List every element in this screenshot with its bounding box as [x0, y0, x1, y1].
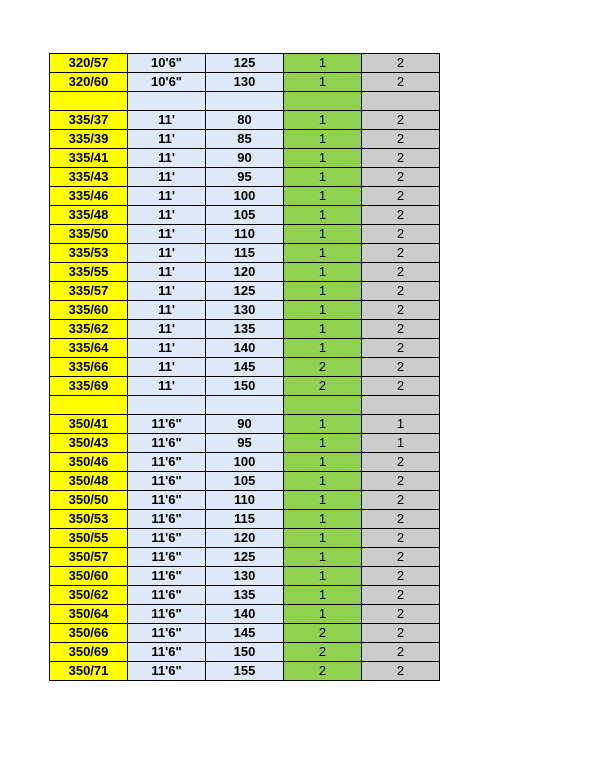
gray-cell[interactable]: 2: [362, 168, 440, 187]
length-cell[interactable]: 11'6": [128, 662, 206, 681]
size-cell[interactable]: 350/46: [50, 453, 128, 472]
size-cell[interactable]: 350/60: [50, 567, 128, 586]
green-cell[interactable]: 1: [284, 244, 362, 263]
table-row: [50, 529, 440, 548]
length-cell[interactable]: 11': [128, 244, 206, 263]
gray-cell[interactable]: 2: [362, 187, 440, 206]
green-cell[interactable]: 2: [284, 643, 362, 662]
value-cell[interactable]: 95: [206, 434, 284, 453]
table-row: [50, 605, 440, 624]
value-cell[interactable]: 125: [206, 282, 284, 301]
green-cell[interactable]: 1: [284, 510, 362, 529]
value-cell[interactable]: 140: [206, 339, 284, 358]
green-cell[interactable]: 1: [284, 168, 362, 187]
green-cell[interactable]: 1: [284, 225, 362, 244]
size-cell[interactable]: 320/60: [50, 73, 128, 92]
gray-cell[interactable]: 1: [362, 415, 440, 434]
table-row: [50, 206, 440, 225]
green-cell[interactable]: 1: [284, 567, 362, 586]
table-row: [50, 339, 440, 358]
value-cell[interactable]: 100: [206, 453, 284, 472]
size-cell[interactable]: 335/50: [50, 225, 128, 244]
length-cell[interactable]: 11'6": [128, 624, 206, 643]
green-cell[interactable]: 1: [284, 111, 362, 130]
size-cell[interactable]: [50, 92, 128, 111]
length-cell[interactable]: 11': [128, 320, 206, 339]
green-cell[interactable]: 2: [284, 358, 362, 377]
gray-cell[interactable]: 2: [362, 320, 440, 339]
green-cell[interactable]: 1: [284, 472, 362, 491]
size-cell[interactable]: 335/48: [50, 206, 128, 225]
value-cell[interactable]: 110: [206, 491, 284, 510]
size-cell[interactable]: 335/41: [50, 149, 128, 168]
value-cell[interactable]: 135: [206, 320, 284, 339]
size-cell[interactable]: 350/69: [50, 643, 128, 662]
length-cell[interactable]: 11': [128, 187, 206, 206]
value-cell[interactable]: [206, 396, 284, 415]
size-cell[interactable]: 335/66: [50, 358, 128, 377]
length-cell[interactable]: 11'6": [128, 567, 206, 586]
gray-cell[interactable]: 2: [362, 73, 440, 92]
table-row: [50, 92, 440, 111]
gray-cell[interactable]: 2: [362, 358, 440, 377]
green-cell[interactable]: 1: [284, 529, 362, 548]
size-cell[interactable]: 335/69: [50, 377, 128, 396]
value-cell[interactable]: 145: [206, 358, 284, 377]
length-cell[interactable]: 11'6": [128, 548, 206, 567]
table-row: [50, 377, 440, 396]
green-cell[interactable]: 1: [284, 263, 362, 282]
table-row: [50, 111, 440, 130]
value-cell[interactable]: 130: [206, 301, 284, 320]
length-cell[interactable]: 11': [128, 206, 206, 225]
table-row: [50, 73, 440, 92]
size-cell[interactable]: 320/57: [50, 54, 128, 73]
value-cell[interactable]: 105: [206, 472, 284, 491]
table-row: [50, 187, 440, 206]
size-cell[interactable]: 350/57: [50, 548, 128, 567]
table-row: [50, 301, 440, 320]
length-cell[interactable]: 11': [128, 111, 206, 130]
length-cell[interactable]: 11'6": [128, 605, 206, 624]
gray-cell[interactable]: [362, 396, 440, 415]
gray-cell[interactable]: 2: [362, 377, 440, 396]
value-cell[interactable]: 145: [206, 624, 284, 643]
table-row: [50, 168, 440, 187]
length-cell[interactable]: 10'6": [128, 54, 206, 73]
table-row: [50, 434, 440, 453]
green-cell[interactable]: 1: [284, 415, 362, 434]
size-cell[interactable]: 335/46: [50, 187, 128, 206]
spreadsheet-body: [50, 54, 440, 681]
length-cell[interactable]: 11'6": [128, 415, 206, 434]
table-row: [50, 510, 440, 529]
size-cell[interactable]: 335/39: [50, 130, 128, 149]
size-cell[interactable]: 350/66: [50, 624, 128, 643]
length-cell[interactable]: 11': [128, 168, 206, 187]
length-cell[interactable]: 11': [128, 339, 206, 358]
gray-cell[interactable]: 2: [362, 529, 440, 548]
green-cell[interactable]: 1: [284, 130, 362, 149]
green-cell[interactable]: 1: [284, 301, 362, 320]
value-cell[interactable]: 125: [206, 54, 284, 73]
length-cell[interactable]: 11': [128, 149, 206, 168]
size-cell[interactable]: 335/57: [50, 282, 128, 301]
green-cell[interactable]: 1: [284, 434, 362, 453]
value-cell[interactable]: 105: [206, 206, 284, 225]
table-row: [50, 624, 440, 643]
gray-cell[interactable]: 2: [362, 491, 440, 510]
size-cell[interactable]: 350/55: [50, 529, 128, 548]
size-cell[interactable]: 335/60: [50, 301, 128, 320]
table-row: [50, 643, 440, 662]
green-cell[interactable]: 1: [284, 54, 362, 73]
length-cell[interactable]: 11'6": [128, 453, 206, 472]
length-cell[interactable]: 11'6": [128, 643, 206, 662]
value-cell[interactable]: 85: [206, 130, 284, 149]
size-cell[interactable]: 350/62: [50, 586, 128, 605]
gray-cell[interactable]: 2: [362, 263, 440, 282]
length-cell[interactable]: 11'6": [128, 434, 206, 453]
value-cell[interactable]: 95: [206, 168, 284, 187]
gray-cell[interactable]: 2: [362, 586, 440, 605]
table-row: [50, 149, 440, 168]
green-cell[interactable]: 1: [284, 491, 362, 510]
table-row: [50, 548, 440, 567]
green-cell[interactable]: 1: [284, 548, 362, 567]
gray-cell[interactable]: 2: [362, 339, 440, 358]
gray-cell[interactable]: 2: [362, 453, 440, 472]
table-row: [50, 453, 440, 472]
table-row: [50, 586, 440, 605]
length-cell[interactable]: 10'6": [128, 73, 206, 92]
gray-cell[interactable]: 2: [362, 548, 440, 567]
size-cell[interactable]: 350/43: [50, 434, 128, 453]
size-cell[interactable]: 350/64: [50, 605, 128, 624]
value-cell[interactable]: 140: [206, 605, 284, 624]
table-row: [50, 130, 440, 149]
value-cell[interactable]: 150: [206, 377, 284, 396]
size-cell[interactable]: 350/71: [50, 662, 128, 681]
value-cell[interactable]: 135: [206, 586, 284, 605]
green-cell[interactable]: [284, 92, 362, 111]
value-cell[interactable]: 130: [206, 73, 284, 92]
gray-cell[interactable]: 2: [362, 643, 440, 662]
green-cell[interactable]: [284, 396, 362, 415]
value-cell[interactable]: 80: [206, 111, 284, 130]
table-row: [50, 415, 440, 434]
green-cell[interactable]: 1: [284, 187, 362, 206]
value-cell[interactable]: [206, 92, 284, 111]
gray-cell[interactable]: 2: [362, 149, 440, 168]
value-cell[interactable]: 130: [206, 567, 284, 586]
gray-cell[interactable]: 2: [362, 510, 440, 529]
table-row: [50, 662, 440, 681]
table-row: [50, 225, 440, 244]
table-row: [50, 472, 440, 491]
green-cell[interactable]: 2: [284, 624, 362, 643]
length-cell[interactable]: 11'6": [128, 510, 206, 529]
green-cell[interactable]: 2: [284, 662, 362, 681]
length-cell[interactable]: 11': [128, 225, 206, 244]
gray-cell[interactable]: 2: [362, 111, 440, 130]
length-cell[interactable]: 11': [128, 377, 206, 396]
gray-cell[interactable]: 2: [362, 282, 440, 301]
value-cell[interactable]: 110: [206, 225, 284, 244]
gray-cell[interactable]: 2: [362, 301, 440, 320]
gray-cell[interactable]: 2: [362, 624, 440, 643]
gray-cell[interactable]: 2: [362, 472, 440, 491]
value-cell[interactable]: 120: [206, 263, 284, 282]
table-row: [50, 358, 440, 377]
green-cell[interactable]: 1: [284, 453, 362, 472]
gray-cell[interactable]: 2: [362, 567, 440, 586]
size-cell[interactable]: 335/37: [50, 111, 128, 130]
green-cell[interactable]: 1: [284, 586, 362, 605]
length-cell[interactable]: 11': [128, 130, 206, 149]
length-cell[interactable]: 11': [128, 263, 206, 282]
table-row: [50, 244, 440, 263]
value-cell[interactable]: 115: [206, 510, 284, 529]
table-row: [50, 491, 440, 510]
value-cell[interactable]: 155: [206, 662, 284, 681]
length-cell[interactable]: 11'6": [128, 472, 206, 491]
gray-cell[interactable]: 2: [362, 662, 440, 681]
table-row: [50, 567, 440, 586]
gray-cell[interactable]: 2: [362, 244, 440, 263]
green-cell[interactable]: 2: [284, 377, 362, 396]
size-cell[interactable]: [50, 396, 128, 415]
spreadsheet-table: [49, 53, 440, 681]
size-cell[interactable]: 350/41: [50, 415, 128, 434]
gray-cell[interactable]: 1: [362, 434, 440, 453]
gray-cell[interactable]: 2: [362, 206, 440, 225]
length-cell[interactable]: 11'6": [128, 529, 206, 548]
value-cell[interactable]: 150: [206, 643, 284, 662]
green-cell[interactable]: 1: [284, 73, 362, 92]
table-row: [50, 54, 440, 73]
gray-cell[interactable]: [362, 92, 440, 111]
size-cell[interactable]: 350/50: [50, 491, 128, 510]
table-row: [50, 396, 440, 415]
value-cell[interactable]: 120: [206, 529, 284, 548]
value-cell[interactable]: 125: [206, 548, 284, 567]
green-cell[interactable]: 1: [284, 339, 362, 358]
table-row: [50, 263, 440, 282]
length-cell[interactable]: 11': [128, 301, 206, 320]
size-cell[interactable]: 335/53: [50, 244, 128, 263]
green-cell[interactable]: 1: [284, 282, 362, 301]
size-cell[interactable]: 350/48: [50, 472, 128, 491]
length-cell[interactable]: 11': [128, 358, 206, 377]
value-cell[interactable]: 90: [206, 149, 284, 168]
green-cell[interactable]: 1: [284, 605, 362, 624]
green-cell[interactable]: 1: [284, 320, 362, 339]
gray-cell[interactable]: 2: [362, 130, 440, 149]
length-cell[interactable]: [128, 92, 206, 111]
length-cell[interactable]: 11'6": [128, 491, 206, 510]
size-cell[interactable]: 335/55: [50, 263, 128, 282]
value-cell[interactable]: 100: [206, 187, 284, 206]
table-row: [50, 320, 440, 339]
size-cell[interactable]: 350/53: [50, 510, 128, 529]
value-cell[interactable]: 90: [206, 415, 284, 434]
size-cell[interactable]: 335/64: [50, 339, 128, 358]
gray-cell[interactable]: 2: [362, 54, 440, 73]
length-cell[interactable]: 11': [128, 282, 206, 301]
size-cell[interactable]: 335/43: [50, 168, 128, 187]
length-cell[interactable]: 11'6": [128, 586, 206, 605]
size-cell[interactable]: 335/62: [50, 320, 128, 339]
gray-cell[interactable]: 2: [362, 605, 440, 624]
green-cell[interactable]: 1: [284, 206, 362, 225]
value-cell[interactable]: 115: [206, 244, 284, 263]
table-row: [50, 282, 440, 301]
gray-cell[interactable]: 2: [362, 225, 440, 244]
length-cell[interactable]: [128, 396, 206, 415]
green-cell[interactable]: 1: [284, 149, 362, 168]
